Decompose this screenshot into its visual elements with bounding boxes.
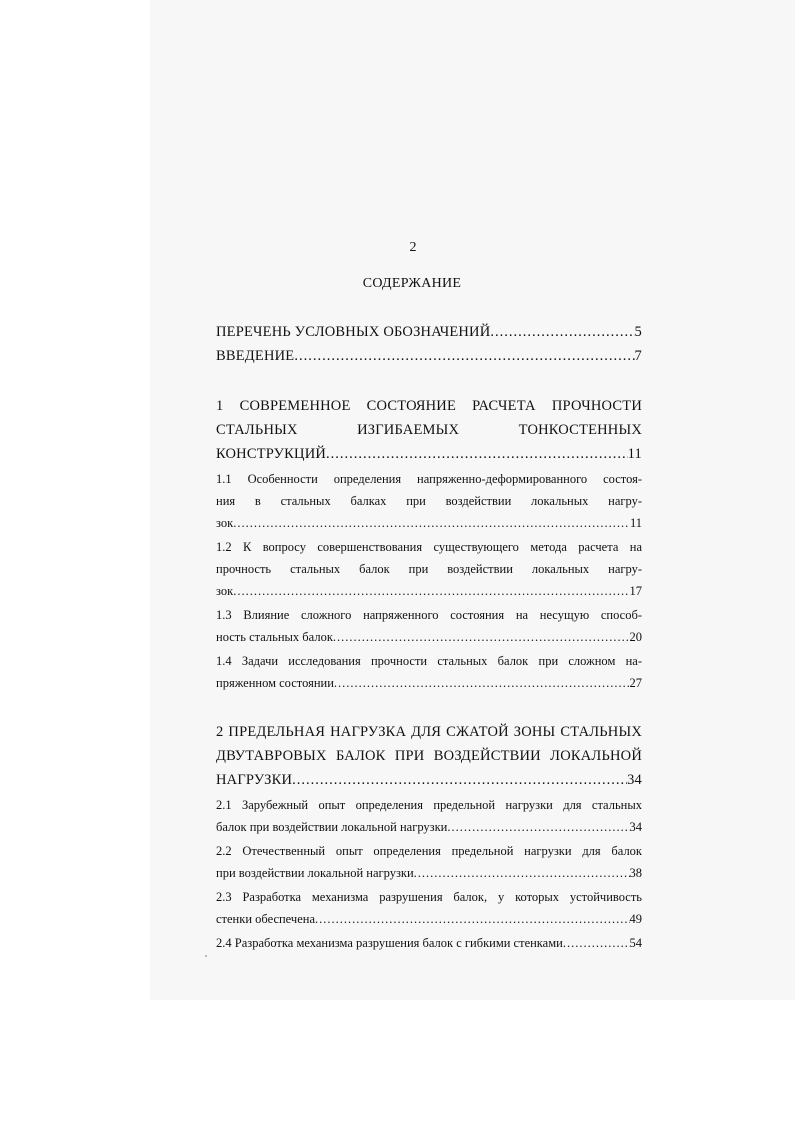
section-text-line: прочность стальных балок при воздействии локальных нагру- (216, 562, 642, 576)
toc-page-number: 27 (629, 676, 642, 690)
section-text-line: пряженном состоянии (216, 676, 334, 690)
section-text-line: 2.4 Разработка механизма разрушения балок с гибкими стенками (216, 936, 563, 950)
toc-page-number: 34 (629, 820, 642, 834)
toc-entry-symbols[interactable] (216, 320, 642, 344)
section-text-line: зок (216, 584, 234, 598)
section-text-line: балок при воздействии локальной нагрузки (216, 820, 448, 834)
toc-section-2-4[interactable] (216, 932, 642, 954)
toc-page-number: 49 (629, 912, 642, 926)
chapter-title-line: КОНСТРУКЦИЙ (216, 446, 327, 462)
leader-dots (447, 816, 629, 838)
section-text-line: 2.3 Разработка механизма разрушения балок, у которых устойчивость (216, 890, 642, 904)
section-text-line: 1.4 Задачи исследования прочности стальных балок при сложном на- (216, 654, 642, 668)
leader-dots (563, 932, 630, 954)
section-text-line: 1.1 Особенности определения напряженно-деформированного состоя- (216, 472, 642, 486)
section-text-line: стенки обеспечена (216, 912, 315, 926)
chapter-title-line: ДВУТАВРОВЫХ БАЛОК ПРИ ВОЗДЕЙСТВИИ ЛОКАЛЬНОЙ (216, 748, 642, 764)
toc-chapter-1[interactable] (216, 394, 642, 466)
leader-dots (233, 580, 629, 602)
toc-chapter-2[interactable] (216, 720, 642, 792)
toc-page-number: 20 (629, 630, 642, 644)
toc-section-1-1[interactable] (216, 468, 642, 534)
toc-page-number: 11 (627, 446, 642, 462)
section-text-line: при воздействии локальной нагрузки (216, 866, 414, 880)
section-text-line: 1.3 Влияние сложного напряженного состояния на несущую способ- (216, 608, 642, 622)
toc-page-number: 7 (634, 348, 642, 364)
toc-entry-introduction[interactable] (216, 344, 642, 368)
toc-page-number: 11 (629, 516, 642, 530)
toc-page-number: 38 (629, 866, 642, 880)
leader-dots (334, 672, 630, 694)
section-text-line: 1.2 К вопросу совершенствования существующего метода расчета на (216, 540, 642, 554)
leader-dots (326, 442, 628, 466)
leader-dots (233, 512, 630, 534)
table-of-contents (216, 320, 642, 954)
chapter-title-line: 2 ПРЕДЕЛЬНАЯ НАГРУЗКА ДЛЯ СЖАТОЙ ЗОНЫ СТАЛЬНЫХ (216, 724, 642, 740)
toc-section-1-2[interactable] (216, 536, 642, 602)
section-text-line: ность стальных балок (216, 630, 333, 644)
toc-entry-text: ВВЕДЕНИЕ (216, 348, 295, 364)
section-text-line: 2.2 Отечественный опыт определения предельной нагрузки для балок (216, 844, 642, 858)
leader-dots (333, 626, 630, 648)
toc-page-number: 54 (629, 936, 642, 950)
toc-section-2-2[interactable] (216, 840, 642, 884)
toc-section-1-4[interactable] (216, 650, 642, 694)
page-number: 2 (409, 240, 417, 255)
scan-speck (205, 955, 207, 957)
section-text-line: 2.1 Зарубежный опыт определения предельной нагрузки для стальных (216, 798, 642, 812)
toc-entry-text: ПЕРЕЧЕНЬ УСЛОВНЫХ ОБОЗНАЧЕНИЙ (216, 324, 491, 340)
toc-section-2-1[interactable] (216, 794, 642, 838)
toc-page-number: 34 (627, 772, 642, 788)
chapter-title-line: СТАЛЬНЫХ ИЗГИБАЕМЫХ ТОНКОСТЕННЫХ (216, 422, 642, 438)
toc-title: СОДЕРЖАНИЕ (362, 276, 462, 291)
leader-dots (414, 862, 630, 884)
toc-page-number: 5 (634, 324, 642, 340)
chapter-title-line: НАГРУЗКИ (216, 772, 293, 788)
section-text-line: зок (216, 516, 234, 530)
leader-dots (292, 768, 627, 792)
toc-page-number: 17 (629, 584, 642, 598)
toc-section-1-3[interactable] (216, 604, 642, 648)
chapter-title-line: 1 СОВРЕМЕННОЕ СОСТОЯНИЕ РАСЧЕТА ПРОЧНОСТИ (216, 398, 642, 414)
leader-dots (315, 908, 630, 930)
leader-dots (294, 344, 634, 368)
section-text-line: ния в стальных балках при воздействии локальных нагру- (216, 494, 642, 508)
leader-dots (490, 320, 634, 344)
toc-section-2-3[interactable] (216, 886, 642, 930)
